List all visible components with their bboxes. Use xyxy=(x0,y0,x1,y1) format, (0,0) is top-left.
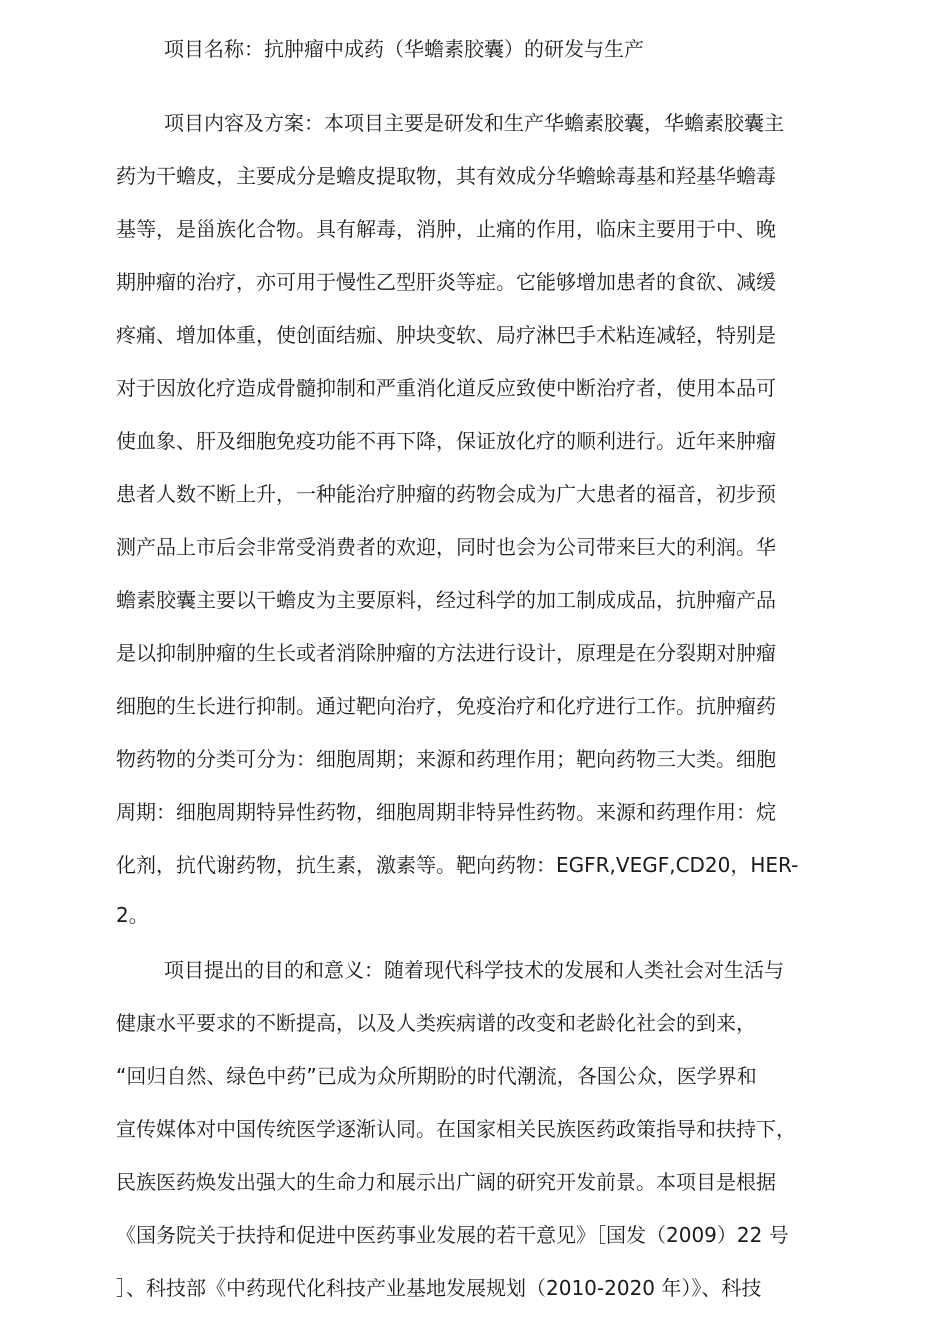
paragraph-line: 周期：细胞周期特异性药物，细胞周期非特异性药物。来源和药理作用：烷 xyxy=(116,800,776,824)
paragraph-line: 细胞的生长进行抑制。通过靶向治疗，免疫治疗和化疗进行工作。抗肿瘤药 xyxy=(116,694,776,718)
project-name-line: 项目名称：抗肿瘤中成药（华蟾素胶囊）的研发与生产 xyxy=(164,37,644,61)
paragraph-line: 药为干蟾皮，主要成分是蟾皮提取物，其有效成分华蟾蜍毒基和羟基华蟾毒 xyxy=(116,164,776,188)
paragraph-line: 疼痛、增加体重，使创面结痂、肿块变软、局疗淋巴手术粘连减轻，特别是 xyxy=(116,323,776,347)
paragraph-line: 化剂，抗代谢药物，抗生素，激素等。靶向药物：EGFR,VEGF,CD20，HER- xyxy=(116,853,799,877)
paragraph-line: 使血象、肝及细胞免疫功能不再下降，保证放化疗的顺利进行。近年来肿瘤 xyxy=(116,429,776,453)
paragraph-line: 2。 xyxy=(116,903,149,927)
paragraph-line: 项目内容及方案：本项目主要是研发和生产华蟾素胶囊，华蟾素胶囊主 xyxy=(164,111,784,135)
paragraph-line: 蟾素胶囊主要以干蟾皮为主要原料，经过科学的加工制成成品，抗肿瘤产品 xyxy=(116,588,776,612)
paragraph-line: ］、科技部《中药现代化科技产业基地发展规划（2010-2020 年）》、科技 xyxy=(116,1276,762,1300)
paragraph-line: 健康水平要求的不断提高，以及人类疾病谱的改变和老龄化社会的到来， xyxy=(116,1011,756,1035)
paragraph-line: 测产品上市后会非常受消费者的欢迎，同时也会为公司带来巨大的利润。华 xyxy=(116,535,776,559)
paragraph-line: 物药物的分类可分为：细胞周期；来源和药理作用；靶向药物三大类。细胞 xyxy=(116,747,776,771)
paragraph-line: 民族医药焕发出强大的生命力和展示出广阔的研究开发前景。本项目是根据 xyxy=(116,1170,776,1194)
paragraph-line: 宣传媒体对中国传统医学逐渐认同。在国家相关民族医药政策指导和扶持下， xyxy=(116,1117,796,1141)
paragraph-line: 期肿瘤的治疗，亦可用于慢性乙型肝炎等症。它能够增加患者的食欲、减缓 xyxy=(116,270,776,294)
paragraph-line: “回归自然、绿色中药”已成为众所期盼的时代潮流，各国公众，医学界和 xyxy=(116,1064,757,1088)
paragraph-line: 对于因放化疗造成骨髓抑制和严重消化道反应致使中断治疗者，使用本品可 xyxy=(116,376,776,400)
paragraph-line: 患者人数不断上升，一种能治疗肿瘤的药物会成为广大患者的福音，初步预 xyxy=(116,482,776,506)
paragraph-line: 是以抑制肿瘤的生长或者消除肿瘤的方法进行设计，原理是在分裂期对肿瘤 xyxy=(116,641,776,665)
paragraph-line: 项目提出的目的和意义：随着现代科学技术的发展和人类社会对生活与 xyxy=(164,958,784,982)
paragraph-line: 基等，是甾族化合物。具有解毒，消肿，止痛的作用，临床主要用于中、晚 xyxy=(116,217,776,241)
paragraph-line: 《国务院关于扶持和促进中医药事业发展的若干意见》［国发（2009）22 号 xyxy=(116,1223,789,1247)
